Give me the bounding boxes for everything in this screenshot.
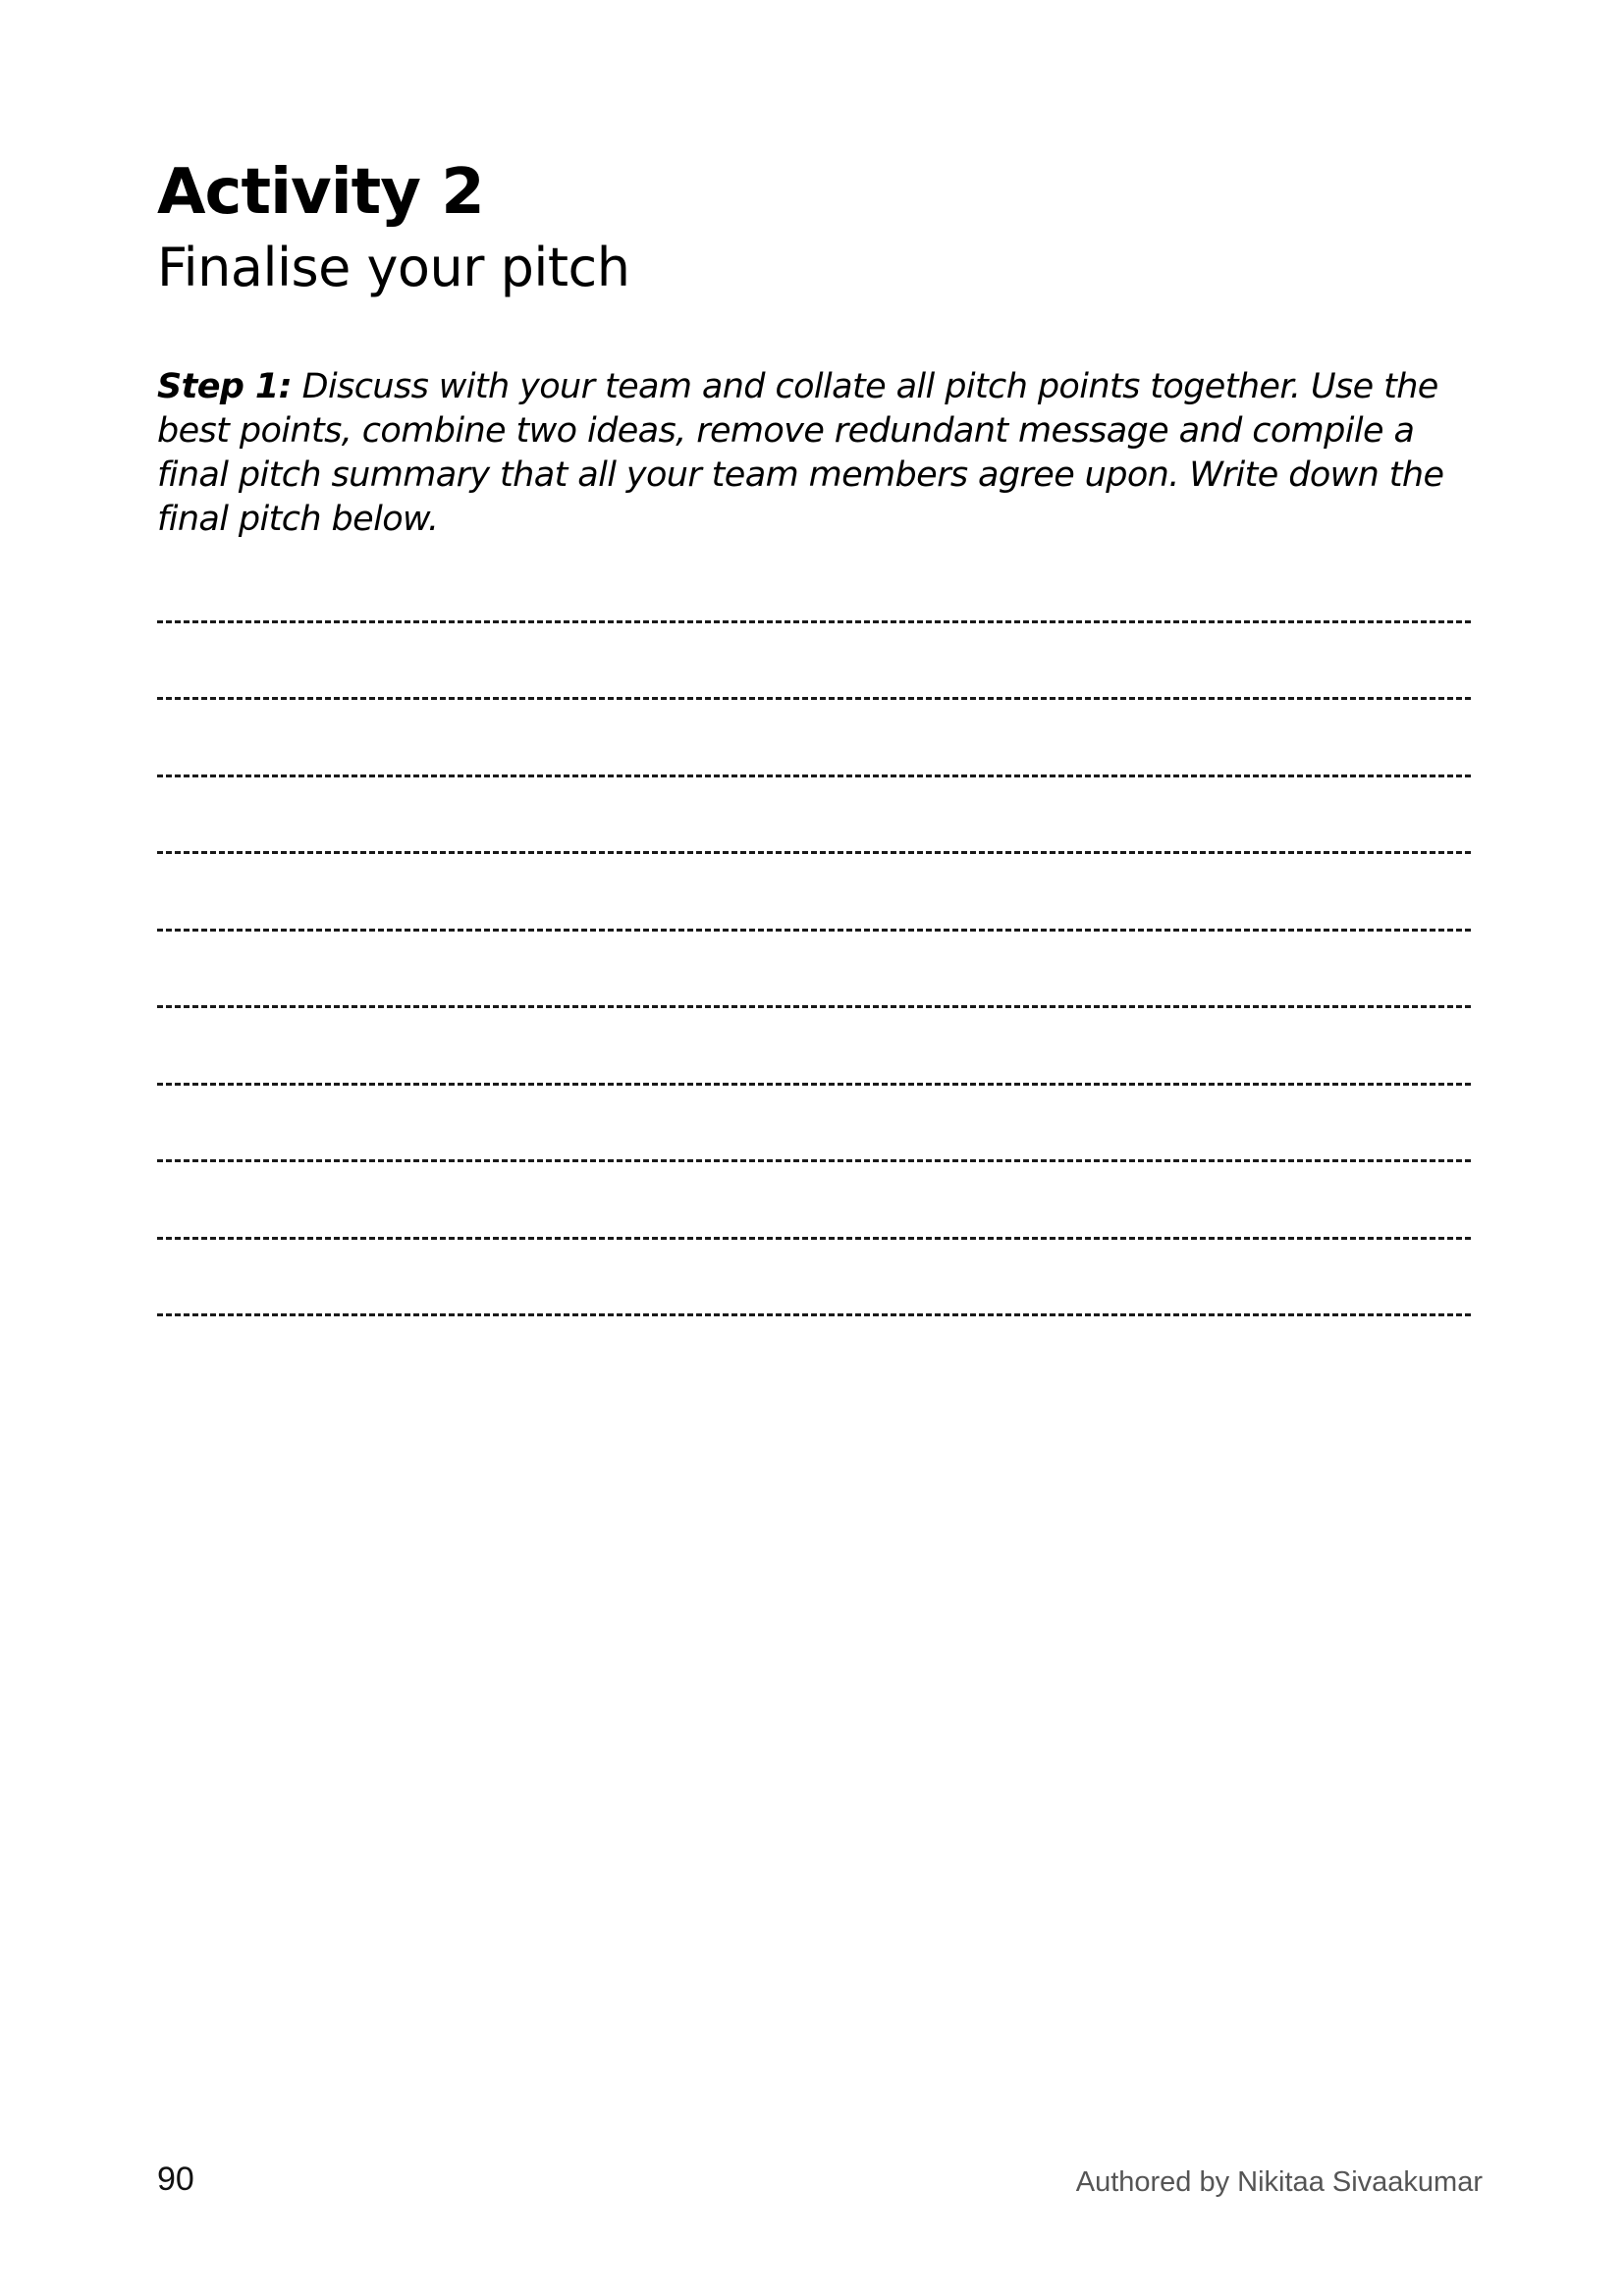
- answer-line[interactable]: [157, 1221, 1471, 1299]
- answer-line-rule: [157, 774, 1471, 777]
- answer-line[interactable]: [157, 1067, 1471, 1145]
- answer-line[interactable]: [157, 759, 1471, 836]
- answer-line-rule: [157, 1237, 1471, 1240]
- activity-subtitle: Finalise your pitch: [157, 237, 630, 298]
- answer-line[interactable]: [157, 1145, 1471, 1222]
- page-number: 90: [157, 2161, 194, 2198]
- answer-line-rule: [157, 851, 1471, 854]
- answer-line-rule: [157, 697, 1471, 700]
- answer-line[interactable]: [157, 682, 1471, 760]
- answer-line-rule: [157, 1313, 1471, 1316]
- answer-line-rule: [157, 1159, 1471, 1162]
- answer-line[interactable]: [157, 836, 1471, 914]
- answer-line[interactable]: [157, 913, 1471, 990]
- answer-line-rule: [157, 1005, 1471, 1008]
- answer-line-rule: [157, 620, 1471, 623]
- author-credit: Authored by Nikitaa Sivaakumar: [1075, 2166, 1483, 2198]
- step-instructions: [157, 365, 1473, 542]
- step-text: Discuss with your team and collate all pitch points together. Use the best points, combine two ideas, remove redundant message and compile a final pitch summary that all your team members agree upon. Write down the final pitch below.: [157, 367, 1444, 539]
- answer-lines: [157, 605, 1471, 1375]
- step-label: Step 1:: [157, 367, 293, 406]
- answer-line-rule: [157, 929, 1471, 932]
- activity-title: Activity 2: [157, 156, 484, 229]
- answer-line-rule: [157, 1083, 1471, 1086]
- answer-line[interactable]: [157, 1299, 1471, 1376]
- answer-line[interactable]: [157, 990, 1471, 1068]
- answer-line[interactable]: [157, 605, 1471, 682]
